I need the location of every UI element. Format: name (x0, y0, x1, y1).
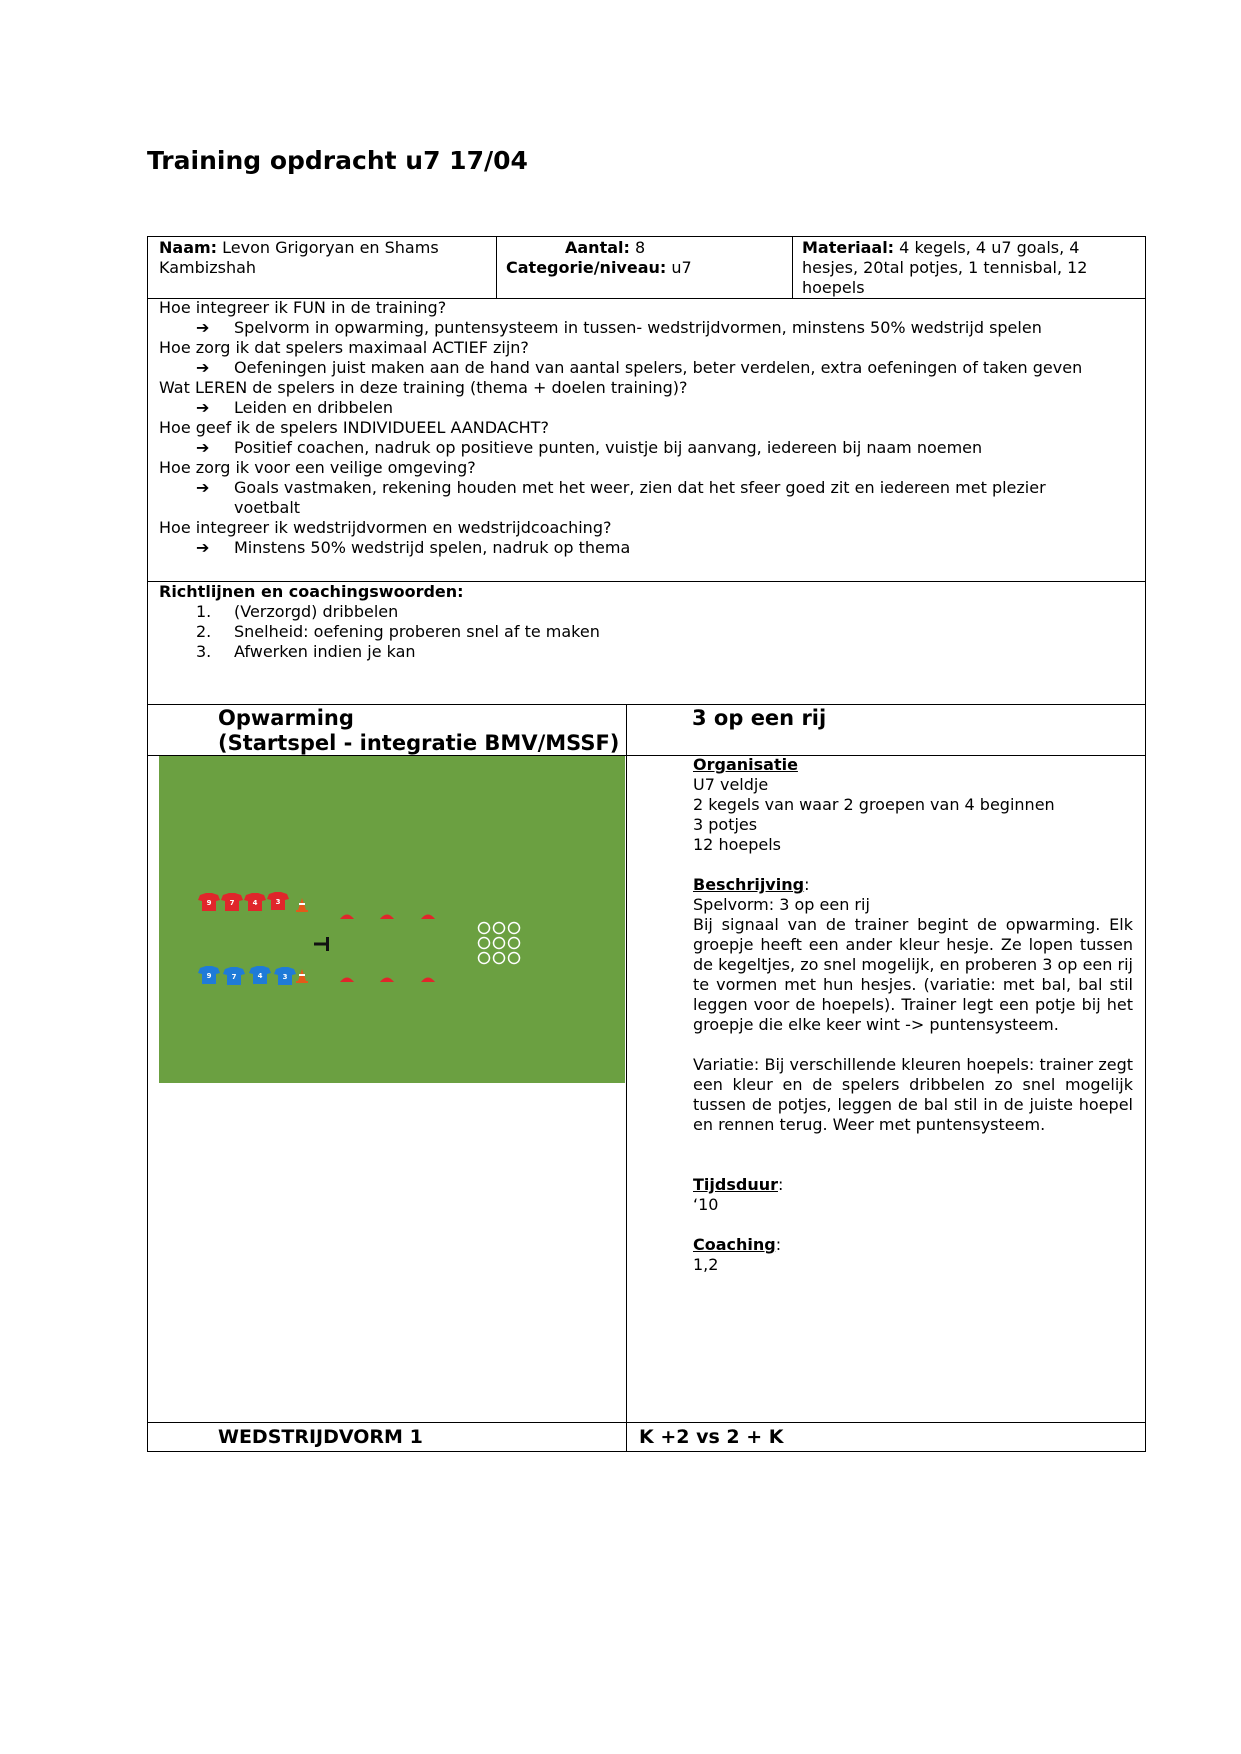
table-col-divider (626, 704, 627, 1452)
hoop-icon (509, 938, 520, 949)
arrow-icon: ➔ (196, 398, 210, 417)
beschrijving-first: Spelvorm: 3 op een rij (693, 895, 870, 914)
game-title: 3 op een rij (692, 706, 827, 730)
hoop-icon (479, 923, 490, 934)
hoop-icon (494, 953, 505, 964)
hoop-icon (479, 953, 490, 964)
question: Wat LEREN de spelers in deze training (thema + doelen training)? (159, 378, 688, 397)
colon: : (804, 875, 810, 894)
cone-icon (340, 978, 354, 983)
arrow-icon: ➔ (196, 438, 210, 457)
list-item: Afwerken indien je kan (234, 642, 416, 661)
opwarming-title (218, 706, 619, 756)
exercise-description (693, 755, 1133, 1275)
beschrijving-label: Beschrijving (693, 875, 805, 894)
organisatie-line: 12 hoepels (693, 835, 781, 854)
richtlijnen-heading: Richtlijnen en coachingswoorden: (159, 582, 464, 601)
opwarming-title-line1: Opwarming (218, 706, 354, 730)
shirt-number: 4 (257, 972, 263, 980)
arrow-icon: ➔ (196, 318, 210, 337)
blue-shirt-icon (249, 966, 271, 984)
question: Hoe integreer ik FUN in de training? (159, 298, 447, 317)
cone-icon (340, 915, 354, 920)
arrow-icon: ➔ (196, 478, 210, 497)
arrow-icon: ➔ (196, 538, 210, 557)
naam-value: Levon Grigoryan en Shams Kambizshah (159, 238, 439, 277)
cone-icon (421, 978, 435, 983)
colon: : (777, 1175, 784, 1194)
list-item: Snelheid: oefening proberen snel af te maken (234, 622, 600, 641)
naam-cell (159, 238, 489, 278)
answer: Oefeningen juist maken aan de hand van aantal spelers, beter verdelen, extra oefeningen of taken geven (234, 358, 1083, 377)
table-border-top (147, 236, 1146, 237)
tijdsduur-value: ‘10 (693, 1195, 719, 1214)
shirt-number: 7 (231, 973, 237, 981)
list-number: 3. (196, 642, 212, 661)
training-table (147, 236, 1146, 1452)
hoop-icon (509, 923, 520, 934)
page-title: Training opdracht u7 17/04 (147, 146, 528, 175)
list-item: (Verzorgd) dribbelen (234, 602, 399, 621)
question: Hoe integreer ik wedstrijdvormen en wedstrijdcoaching? (159, 518, 612, 537)
wedstrijdvorm-value: K +2 vs 2 + K (639, 1426, 784, 1448)
coaching-value: 1,2 (693, 1255, 719, 1274)
cone-row-bottom (340, 978, 435, 983)
answer: Leiden en dribbelen (234, 398, 393, 417)
list-number: 2. (196, 622, 212, 641)
hoop-icon (494, 938, 505, 949)
shirt-number: 9 (206, 899, 212, 907)
materiaal-cell (802, 238, 1138, 298)
table-divider (147, 704, 1146, 705)
answer: Minstens 50% wedstrijd spelen, nadruk op thema (234, 538, 631, 557)
materiaal-label: Materiaal: (802, 238, 895, 257)
traffic-cone-icon (296, 969, 308, 983)
hoop-icon (479, 938, 490, 949)
field-diagram (159, 756, 625, 1083)
list-number: 1. (196, 602, 212, 621)
shirt-number: 4 (252, 899, 258, 907)
opwarming-title-line2: (Startspel - integratie BMV/MSSF) (218, 731, 620, 755)
answer: Positief coachen, nadruk op positieve punten, vuistje bij aanvang, iedereen bij naam noemen (234, 438, 983, 457)
hoop-icon (509, 953, 520, 964)
red-team (198, 892, 289, 911)
organisatie-line: 2 kegels van waar 2 groepen van 4 beginnen (693, 795, 1055, 814)
table-col-divider (496, 236, 497, 298)
shirt-number: 3 (275, 898, 281, 906)
red-shirt-icon (244, 893, 266, 911)
blue-shirt-icon (198, 966, 220, 984)
cone-icon (380, 915, 394, 920)
aantal-value: 8 (635, 238, 646, 257)
shirt-number: 7 (229, 899, 235, 907)
naam-label: Naam: (159, 238, 218, 257)
colon: : (775, 1235, 782, 1254)
cone-icon (380, 978, 394, 983)
categorie-label: Categorie/niveau: (506, 258, 667, 277)
trainer-icon (314, 937, 329, 951)
aantal-label: Aantal: (565, 238, 630, 257)
red-shirt-icon (221, 893, 243, 911)
organisatie-label: Organisatie (693, 755, 798, 774)
categorie-value: u7 (671, 258, 692, 277)
cone-icon (421, 915, 435, 920)
cone-row-top (340, 915, 435, 920)
answer: Spelvorm in opwarming, puntensysteem in tussen- wedstrijdvormen, minstens 50% wedstrijd spelen (234, 318, 1042, 337)
field-svg (159, 756, 625, 1083)
table-border-bottom (147, 1451, 1146, 1452)
table-divider (147, 1422, 1146, 1423)
blue-shirt-icon (274, 967, 296, 985)
blue-shirt-icon (223, 967, 245, 985)
materiaal-value: 4 kegels, 4 u7 goals, 4 hesjes, 20tal potjes, 1 tennisbal, 12 hoepels (802, 238, 1088, 297)
shirt-number: 3 (282, 973, 288, 981)
blue-team (198, 966, 296, 985)
hoop-icon (494, 923, 505, 934)
red-shirt-icon (267, 892, 289, 910)
variatie-text: Variatie: Bij verschillende kleuren hoepels: trainer zegt een kleur en de spelers dribbelen zo snel mogelijk tussen de potjes, leggen de bal stil in de juiste hoepel en rennen terug. Weer met puntensysteem. (693, 1055, 1133, 1134)
table-border-right (1145, 236, 1146, 1452)
aantal-cell (506, 238, 786, 278)
shirt-number: 9 (206, 972, 212, 980)
wedstrijdvorm-label: WEDSTRIJDVORM 1 (218, 1426, 423, 1448)
answer: Goals vastmaken, rekening houden met het weer, zien dat het sfeer goed zit en iedereen met plezier voetbalt (234, 478, 1046, 517)
question: Hoe zorg ik dat spelers maximaal ACTIEF zijn? (159, 338, 529, 357)
question: Hoe geef ik de spelers INDIVIDUEEL AANDACHT? (159, 418, 549, 437)
hoops-grid (479, 923, 520, 964)
table-border-left (147, 236, 148, 1452)
traffic-cone-icon (296, 898, 308, 912)
question: Hoe zorg ik voor een veilige omgeving? (159, 458, 476, 477)
beschrijving-text: Bij signaal van de trainer begint de opwarming. Elk groepje heeft een ander kleur hesje. Ze lopen tussen de kegeltjes, zo snel mogelijk, en proberen 3 op een rij te vormen met hun hesjes. (variatie: met bal, bal stil leggen voor de hoepels). Trainer legt een potje bij het groepje die elke keer wint -> puntensysteem. (693, 915, 1133, 1034)
coaching-label: Coaching (693, 1235, 776, 1254)
organisatie-line: 3 potjes (693, 815, 758, 834)
arrow-icon: ➔ (196, 358, 210, 377)
organisatie-line: U7 veldje (693, 775, 769, 794)
tijdsduur-label: Tijdsduur (693, 1175, 778, 1194)
table-col-divider (792, 236, 793, 298)
red-shirt-icon (198, 893, 220, 911)
